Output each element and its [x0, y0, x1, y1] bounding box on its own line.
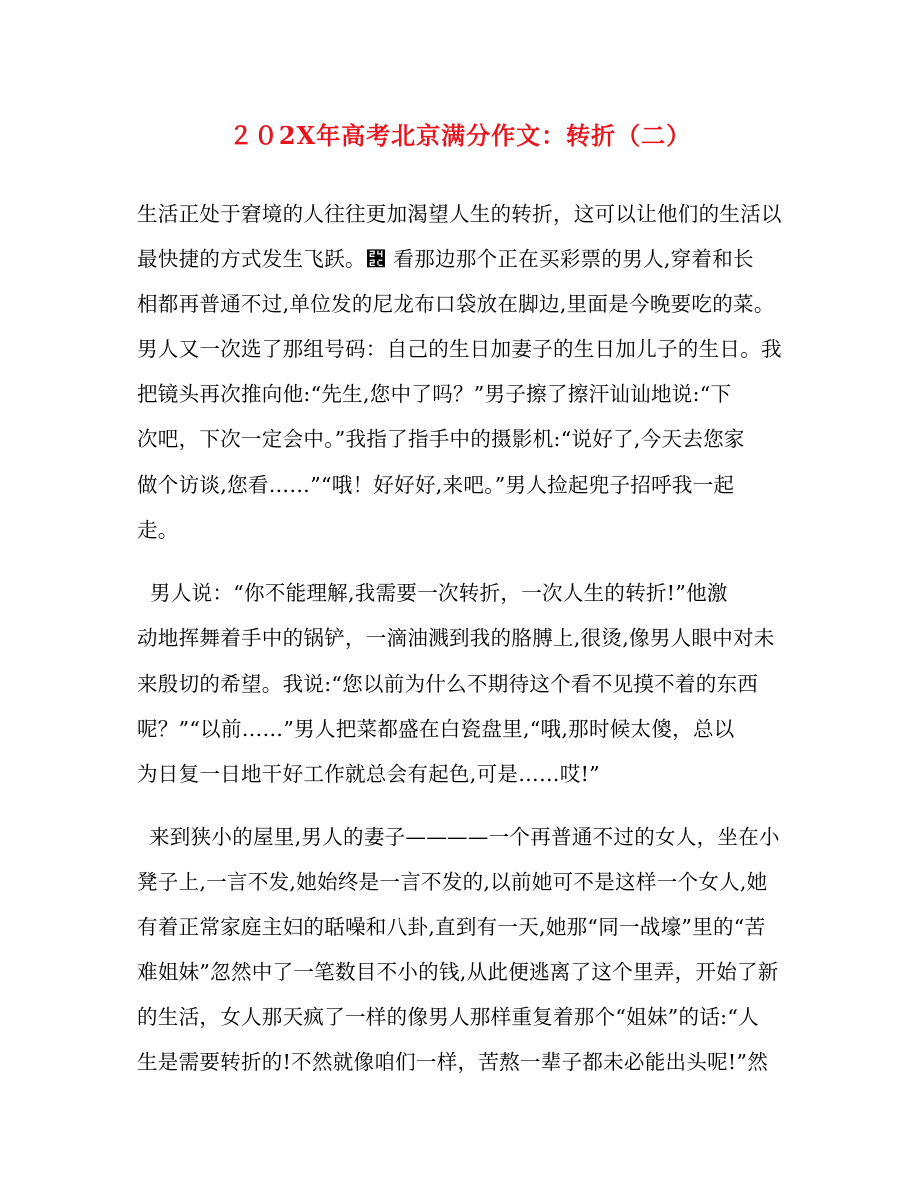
body-line-6: 次吧，下次一定会中。”我指了指手中的摄影机:“说好了,今天去您家: [137, 427, 745, 451]
document-title: ２０2X年高考北京满分作文：转折（二）: [228, 121, 692, 150]
body-line-16: 有着正常家庭主妇的聒噪和八卦,直到有一天,她那“同一战壕”里的“苦: [137, 915, 766, 939]
body-line-15: 凳子上,一言不发,她始终是一言不发的,以前她可不是这样一个女人,她: [137, 870, 768, 894]
body-line-19: 生是需要转折的!不然就像咱们一样，苦熬一辈子都未必能出头呢!”然: [137, 1050, 769, 1074]
body-line-17: 难姐妹”忽然中了一笔数目不小的钱,从此便逃离了这个里弄，开始了新: [137, 960, 779, 984]
body-line-3: 相都再普通不过,单位发的尼龙布口袋放在脚边,里面是今晚要吃的菜。: [137, 292, 775, 316]
body-line-18: 的生活，女人那天疯了一样的像男人那样重复着那个“姐妹”的话:“人: [137, 1005, 759, 1029]
body-line-4: 男人又一次选了那组号码：自己的生日加妻子的生日加儿子的生日。我: [137, 337, 782, 361]
body-line-8: 走。: [137, 518, 179, 542]
body-line-5: 把镜头再次推向他:“先生,您中了吗？”男子擦了擦汗讪讪地说:“下: [137, 382, 732, 406]
body-line-11: 来殷切的希望。我说:“您以前为什么不期待这个看不见摸不着的东西: [137, 672, 759, 696]
body-line-14: 来到狭小的屋里,男人的妻子————一个再普通不过的女人，坐在小: [149, 825, 780, 849]
body-line-10: 动地挥舞着手中的锅铲，一滴油溅到我的胳膊上,很烫,像男人眼中对未: [137, 626, 775, 650]
body-line-9: 男人说：“你不能理解,我需要一次转折，一次人生的转折!”他激: [150, 581, 728, 605]
body-line-7: 做个访谈,您看……”“哦！好好好,来吧。”男人捡起兜子招呼我一起: [137, 473, 735, 497]
body-line-12: 呢？”“以前……”男人把菜都盛在白瓷盘里,“哦,那时候太傻，总以: [137, 717, 735, 741]
body-line-13: 为日复一日地干好工作就总会有起色,可是……哎!”: [137, 762, 600, 786]
body-line-1: 生活正处于窘境的人往往更加渴望人生的转折，这可以让他们的生活以: [137, 202, 782, 226]
body-line-2: 最快捷的方式发生飞跃。␬ 看那边那个正在买彩票的男人,穿着和长: [137, 247, 754, 271]
